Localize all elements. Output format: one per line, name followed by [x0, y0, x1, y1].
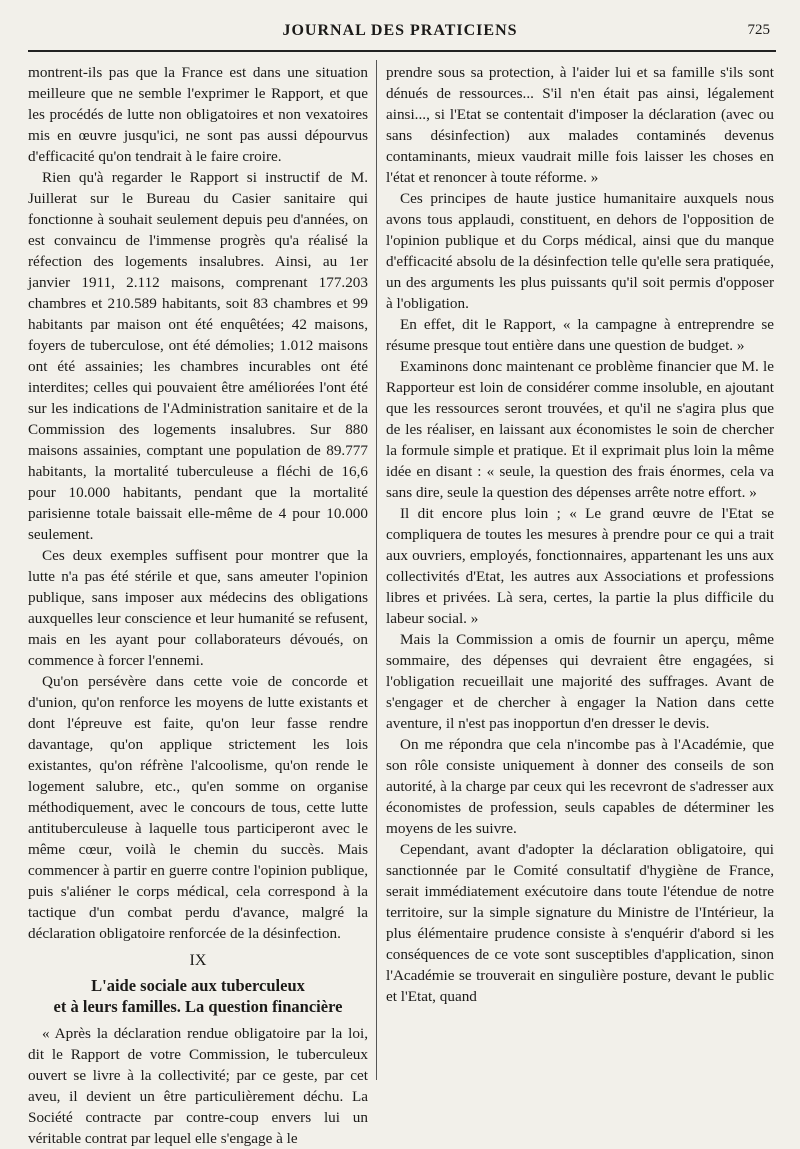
- column-divider: [376, 60, 377, 1080]
- paragraph: Cependant, avant d'adopter la déclaration obligatoire, qui sanctionnée par le Comité consultatif d'hygiène de France, serait immédiatement exécutoire dans toute l'étendue de notre territoire, sur la simple signature du Ministre de l'Intérieur, la plus élémentaire prudence consiste à s'enquérir d'abord si les conséquences de ce vote sont susceptibles d'application, sinon l'Académie se trouverait en singulière posture, devant le public et l'Etat, quand: [386, 841, 774, 1005]
- paragraph: Mais la Commission a omis de fournir un aperçu, même sommaire, des dépenses qui devraient être engagées, si l'obligation recueillait une majorité des suffrages. Avant de s'engager et de chercher à engager la Nation dans cette aventure, il n'est pas inopportun d'en dresser le devis.: [386, 631, 774, 732]
- section-number: IX: [189, 952, 207, 969]
- page-number: 725: [747, 22, 770, 38]
- paragraph: Qu'on persévère dans cette voie de concorde et d'union, qu'on renforce les moyens de lutte existants et dont l'épreuve est faite, qu'on leur fasse rendre davantage, qu'on applique strictement les lois existantes, qu'on réfrène l'alcoolisme, qu'on rende le logement salubre, etc., qu'en somme on organise méthodiquement, avec le concours de tous, cette lutte antituberculeuse à laquelle tous participeront avec le même cœur, voilà le chemin du succès. Mais commencer à partir en guerre contre l'opinion publique, puis s'aliéner le corps médical, cela correspond à la tactique d'un combat perdu d'avance, malgré la déclaration obligatoire renforcée de la désinfection.: [28, 673, 368, 942]
- paragraph: Rien qu'à regarder le Rapport si instructif de M. Juillerat sur le Bureau du Casier sanitaire qui fonctionne à souhait seulement depuis peu d'années, on est convaincu de l'immense progrès qu'a réalisé la réfection des logements insalubres. Ainsi, au 1er janvier 1911, 2.112 maisons, comprenant 177.203 chambres et 210.589 habitants, soit 83 chambres et 99 habitants par maison ont été enquêtées; 42 maisons, foyers de tuberculose, ont été démolies; 1.012 maisons ont été assainies; les chambres incurables ont été interdites; celles qui pouvaient être améliorées l'ont été sur les indications de l'Administration sanitaire et de la Commission des logements insalubres. Sur 880 maisons assainies, comptant une population de 89.777 habitants, la mortalité tuberculeuse a fléchi de 16,6 pour 10.000 habitants, pendant que la mortalité parisienne totale baissait elle-même de 4 pour 10.000 seulement.: [28, 169, 368, 543]
- section-title: [28, 975, 368, 1017]
- paragraph: On me répondra que cela n'incombe pas à l'Académie, que son rôle consiste uniquement à donner des conseils de son autorité, à la charge par ceux qui les recevront de s'adresser aux économistes de profession, seuls capables de déterminer les moyens de les suivre.: [386, 736, 774, 837]
- paragraph: Il dit encore plus loin ; « Le grand œuvre de l'Etat se compliquera de toutes les mesures à prendre pour ce qui a trait aux ouvriers, employés, fonctionnaires, appartenant les uns aux collectivités d'Etat, les autres aux Associations et professions libres et privées. Là sera, certes, la partie la plus difficile du labeur social. »: [386, 505, 774, 627]
- section-title-line: et à leurs familles. La question financière: [53, 997, 343, 1016]
- paragraph: Ces deux exemples suffisent pour montrer que la lutte n'a pas été stérile et que, sans ameuter l'opinion publique, sans imposer aux médecins des obligations auxquelles leur conscience et leur humanité se refusent, mais en les ayant pour collaborateurs dévoués, on commence à forcer l'ennemi.: [28, 547, 368, 669]
- paragraph: « Après la déclaration rendue obligatoire par la loi, dit le Rapport de votre Commission, le tuberculeux ouvert se livre à la collectivité; par ce geste, par cet aveu, il devient un être particulièrement déchu. La Société contracte par contre-coup envers lui un véritable contrat par lequel elle s'engage à le: [28, 1025, 368, 1147]
- paragraph: Ces principes de haute justice humanitaire auxquels nous avons tous applaudi, constituent, en dehors de l'opposition de l'opinion publique et du Corps médical, ainsi que du manque d'efficacité absolu de la désinfection telle qu'elle sera pratiquée, un des arguments les plus puissants qu'il soit permis d'opposer à l'obligation.: [386, 190, 774, 312]
- paragraph: En effet, dit le Rapport, « la campagne à entreprendre se résume presque tout entière dans une question de budget. »: [386, 316, 774, 354]
- header-rule: [28, 50, 776, 52]
- paragraph: Examinons donc maintenant ce problème financier que M. le Rapporteur est loin de considérer comme insoluble, en ajoutant que les ressources seront trouvées, et qu'il ne s'agira plus que de les réaliser, en laissant aux économistes le soin de chercher la formule simple et pratique. Et il exprimait plus loin la même idée en disant : « seule, la question des frais énormes, cela va sans dire, seule la question des dépenses arrête notre effort. »: [386, 358, 774, 501]
- section-title-line: L'aide sociale aux tuberculeux: [91, 976, 305, 995]
- right-column: [386, 62, 774, 1077]
- journal-title: JOURNAL DES PRATICIENS: [282, 22, 518, 39]
- paragraph: prendre sous sa protection, à l'aider lui et sa famille s'ils sont dénués de ressources... S'il n'en était pas ainsi, légalement ainsi..., si l'Etat se contentait d'imposer la déclaration (avec ou sans désinfection) aux malades contaminés devenus contaminants, mieux vaudrait mille fois laisser les choses en l'état et renoncer à toute réforme. »: [386, 64, 774, 186]
- left-column: [28, 62, 368, 1147]
- running-header: [28, 18, 772, 44]
- paragraph: montrent-ils pas que la France est dans une situation meilleure que ne semble l'exprimer le Rapport, et que les procédés de lutte non obligatoires et non vexatoires mis en œuvre jusqu'ici, ne sont pas aussi dépourvus d'efficacité qu'on tendrait à le faire croire.: [28, 64, 368, 165]
